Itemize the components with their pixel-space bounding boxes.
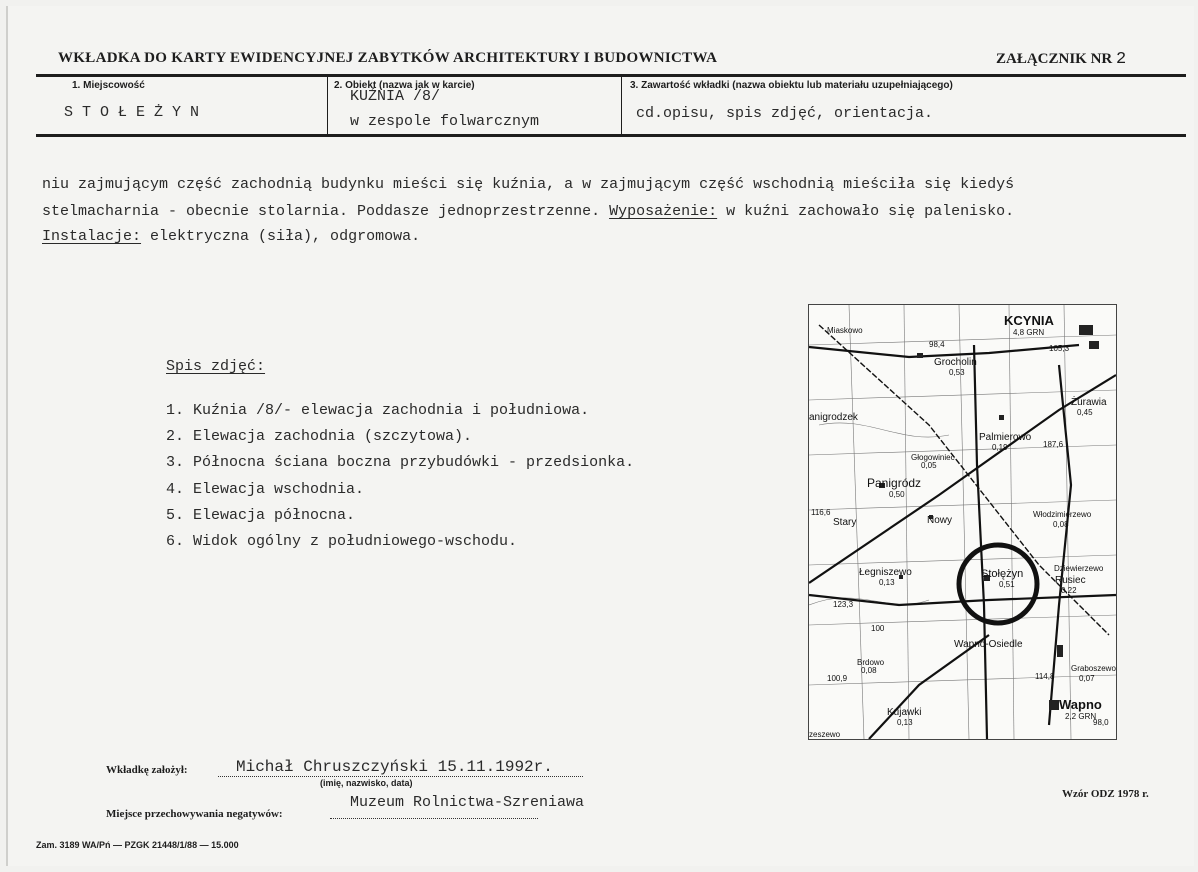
map-label: 4,8 GRN xyxy=(1013,328,1045,337)
map-label: 0,22 xyxy=(1061,586,1077,595)
print-note: Zam. 3189 WA/Pń — PZGK 21448/1/88 — 15.000 xyxy=(36,840,239,850)
body-line-2-end: w kuźni zachowało się palenisko. xyxy=(717,203,1015,220)
map-label: Łegniszewo xyxy=(859,567,912,578)
photo-item: 1. Kuźnia /8/- elewacja zachodnia i południowa. xyxy=(166,402,590,419)
map-label: Stary xyxy=(833,517,857,528)
map-label: anigrodzek xyxy=(809,412,858,423)
map-label: Żurawia xyxy=(1071,397,1107,408)
photo-item: 4. Elewacja wschodnia. xyxy=(166,481,365,498)
installations-text: elektryczna (siła), odgromowa. xyxy=(141,228,421,245)
content-label: 3. Zawartość wkładki (nazwa obiektu lub materiału uzupełniającego) xyxy=(630,80,953,91)
founder-hint: (imię, nazwisko, data) xyxy=(320,778,413,788)
record-sheet xyxy=(6,6,1194,866)
map-label: Głogowiniec xyxy=(911,453,955,462)
map-height: 98,4 xyxy=(929,340,945,349)
map-height: 100 xyxy=(871,624,885,633)
location-circle xyxy=(959,545,1037,623)
object-line-2: w zespole folwarcznym xyxy=(350,113,540,130)
map-label: Wapno-Osiedle xyxy=(954,639,1023,650)
map-label: Rusiec xyxy=(1055,575,1086,586)
map-label: 0,53 xyxy=(949,368,965,377)
body-line-1: niu zajmującym część zachodnią budynku mieści się kuźnia, a w zajmującym część wschodnią mieściła się kiedyś xyxy=(42,176,1015,193)
map-label: Palmierowo xyxy=(979,432,1032,443)
map-label: 0,13 xyxy=(897,718,913,727)
photo-item: 6. Widok ogólny z południowego-wschodu. xyxy=(166,533,518,550)
header-divider-1 xyxy=(327,76,328,134)
photo-item: 3. Północna ściana boczna przybudówki - przedsionka. xyxy=(166,454,635,471)
map-label: Dziewierzewo xyxy=(1054,564,1104,573)
map-height: 98,0 xyxy=(1093,718,1109,727)
map-label: Grocholin xyxy=(934,357,977,368)
body-line-3 xyxy=(42,228,420,245)
map-height: 114,8 xyxy=(1035,672,1055,681)
map-height: 100,9 xyxy=(827,674,848,683)
header-rule-bottom xyxy=(36,134,1186,137)
founder-dotline xyxy=(218,776,583,777)
map-label: 0,45 xyxy=(1077,408,1093,417)
header-divider-2 xyxy=(621,76,622,134)
map-label: Brdowo xyxy=(857,658,885,667)
form-title: WKŁADKA DO KARTY EWIDENCYJNEJ ZABYTKÓW ARCHITEKTURY I BUDOWNICTWA xyxy=(58,50,718,66)
storage-dotline xyxy=(330,818,538,819)
map-label: Włodzimierzewo xyxy=(1033,510,1092,519)
map-label: zeszewo xyxy=(809,730,841,739)
map-label: Nowy xyxy=(927,515,953,526)
body-line-2 xyxy=(42,203,1014,220)
map-label: Stołężyn xyxy=(981,568,1024,580)
storage-value: Muzeum Rolnictwa-Szreniawa xyxy=(350,794,585,811)
orientation-map xyxy=(808,304,1117,740)
map-height: 116,6 xyxy=(811,508,831,517)
annex-label-text: ZAŁĄCZNIK NR xyxy=(996,51,1113,67)
locality-label: 1. Miejscowość xyxy=(72,80,145,91)
header-rule-top xyxy=(36,74,1186,77)
map-label: 0,08 xyxy=(861,666,877,675)
map-label: Panigródz xyxy=(867,476,922,490)
map-drawing xyxy=(809,305,1116,739)
map-label: 0,19 xyxy=(992,443,1008,452)
map-label: 2,2 GRN xyxy=(1065,712,1097,721)
annex-label xyxy=(996,50,1126,69)
annex-number: 2 xyxy=(1116,50,1127,69)
map-label: 0,07 xyxy=(1079,674,1095,683)
photo-item: 2. Elewacja zachodnia (szczytowa). xyxy=(166,428,473,445)
founder-label: Wkładkę założył: xyxy=(106,764,188,776)
map-label: 0,05 xyxy=(921,461,937,470)
storage-label: Miejsce przechowywania negatywów: xyxy=(106,808,283,820)
map-height: 187,6 xyxy=(1043,440,1064,449)
map-label: Graboszewo xyxy=(1071,664,1116,673)
content-value: cd.opisu, spis zdjęć, orientacja. xyxy=(636,105,934,122)
map-label: Miaskowo xyxy=(827,326,863,335)
object-label: 2. Obiekt (nazwa jak w karcie) xyxy=(334,80,475,91)
body-line-2-text: stelmacharnia - obecnie stolarnia. Poddasze jednoprzestrzenne. xyxy=(42,203,610,220)
object-line-1: KUŹNIA /8/ xyxy=(350,88,441,105)
locality-value: STOŁEŻYN xyxy=(64,104,209,121)
map-label: Wapno xyxy=(1059,697,1102,712)
map-height: 123,3 xyxy=(833,600,854,609)
map-label: 0,50 xyxy=(889,490,905,499)
installations-label: Instalacje: xyxy=(42,228,142,245)
map-label: KCYNIA xyxy=(1004,313,1054,328)
map-label: 0,51 xyxy=(999,580,1015,589)
map-height: 105,3 xyxy=(1049,344,1070,353)
form-model: Wzór ODZ 1978 r. xyxy=(1062,788,1149,800)
map-label: 0,08 xyxy=(1053,520,1069,529)
founder-value: Michał Chruszczyński 15.11.1992r. xyxy=(236,758,553,776)
photo-item: 5. Elewacja północna. xyxy=(166,507,356,524)
map-label: Kujawki xyxy=(887,707,922,718)
map-label: 0,13 xyxy=(879,578,895,587)
photo-list-title: Spis zdjęć: xyxy=(166,358,266,375)
equipment-label: Wyposażenie: xyxy=(609,203,718,220)
